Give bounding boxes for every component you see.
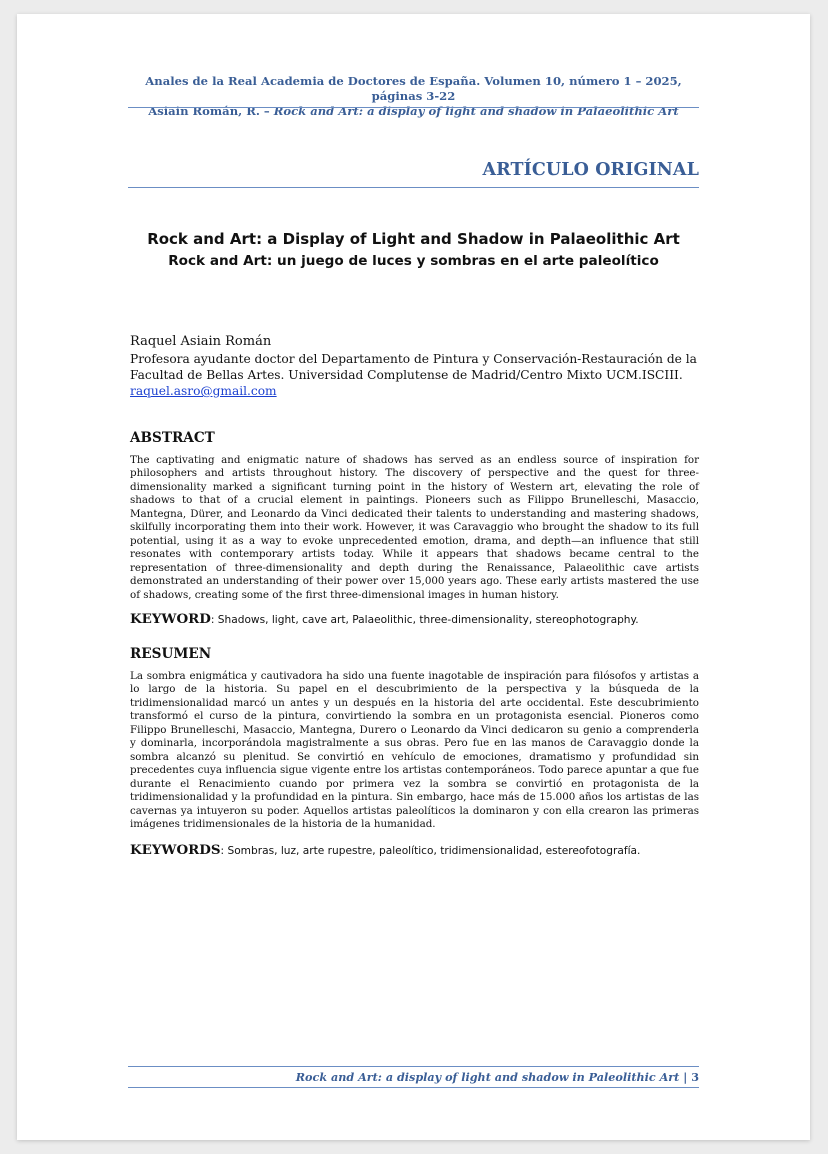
title-spanish: Rock and Art: un juego de luces y sombras en el arte paleolítico — [168, 253, 659, 269]
author-name: Raquel Asiain Román — [130, 334, 272, 349]
citation-title: Rock and Art: a display of light and shadow in Palaeolithic Art — [273, 104, 679, 118]
section-rule — [128, 187, 699, 188]
author-email-link[interactable]: raquel.asro@gmail.com — [130, 384, 277, 398]
document-page — [17, 14, 810, 1140]
header-rule — [128, 107, 699, 108]
author-affiliation: Profesora ayudante doctor del Departamento de Pintura y Conservación-Restauración de la Facultad de Bellas Artes. Universidad Complutense de Madrid/Centro Mixto UCM.ISCIII. — [130, 352, 697, 382]
keywords-english-list: : Shadows, light, cave art, Palaeolithic, three-dimensionality, stereophotography. — [210, 614, 639, 626]
citation-author: Asiain Román, R. – — [148, 104, 274, 118]
author-block — [130, 334, 700, 399]
article-type-label: ARTÍCULO ORIGINAL — [482, 160, 699, 180]
footer-separator: | — [679, 1070, 692, 1084]
journal-citation: Anales de la Real Academia de Doctores de España. Volumen 10, número 1 – 2025, páginas 3-22 — [145, 74, 682, 103]
footer-rule-bottom — [128, 1087, 699, 1088]
keywords-spanish-list: : Sombras, luz, arte rupestre, paleolítico, tridimensionalidad, estereofotografía. — [220, 845, 641, 857]
keywords-english-label: KEYWORD — [130, 611, 211, 627]
keywords-spanish — [130, 842, 699, 858]
abstract-heading: ABSTRACT — [130, 430, 215, 446]
title-english: Rock and Art: a Display of Light and Shadow in Palaeolithic Art — [147, 230, 680, 248]
abstract-text: The captivating and enigmatic nature of shadows has served as an endless source of inspiration for philosophers and artists throughout history. The discovery of perspective and the quest for three-dimensionality marked a significant turning point in the history of Western art, elevating the role of shadows to that of a crucial element in paintings. Pioneers such as Filippo Brunelleschi, Masaccio, Mantegna, Dürer, and Leonardo da Vinci dedicated their talents to understanding and mastering shadows, skilfully incorporating them into their work. However, it was Caravaggio who brought the shadow to its full potential, using it as a way to evoke unprecedented emotion, drama, and depth—an influence that still resonates with contemporary artists today. While it appears that shadows became central to the representation of three-dimensionality and depth during the Renaissance, Palaeolithic cave artists demonstrated an understanding of their power over 15,000 years ago. These early artists mastered the use of shadows, creating some of the first three-dimensional images in human history. — [130, 454, 699, 601]
running-header — [128, 74, 699, 119]
title-block — [128, 229, 699, 271]
resumen-text: La sombra enigmática y cautivadora ha sido una fuente inagotable de inspiración para filósofos y artistas a lo largo de la historia. Su papel en el descubrimiento de la perspectiva y la búsqueda de la tridimensionalidad marcó un antes y un después en la historia del arte occidental. Este descubrimiento transformó el curso de la pintura, convirtiendo la sombra en un protagonista esencial. Pioneros como Filippo Brunelleschi, Masaccio, Mantegna, Durero o Leonardo da Vinci dedicaron su genio a comprenderla y dominarla, incorporándola magistralmente a sus obras. Pero fue en las manos de Caravaggio donde la sombra alcanzó su plenitud. Se convirtió en vehículo de emociones, dramatismo y profundidad sin precedentes cuya influencia sigue vigente entre los artistas contemporáneos. Todo parece apuntar a que fue durante el Renacimiento cuando por primera vez la sombra se convirtió en protagonista de la tridimensionalidad y la profundidad en la pintura. Sin embargo, hace más de 15.000 años los artistas de las cavernas ya intuyeron su poder. Aquellos artistas paleolíticos la dominaron y con ella crearon las primeras imágenes tridimensionales de la historia de la humanidad. — [130, 670, 699, 830]
keywords-spanish-label: KEYWORDS — [130, 842, 221, 858]
keywords-english — [130, 611, 699, 627]
resumen-heading: RESUMEN — [130, 646, 212, 662]
footer-rule-top — [128, 1066, 699, 1067]
running-footer — [296, 1070, 699, 1084]
footer-title: Rock and Art: a display of light and shadow in Paleolithic Art — [295, 1070, 680, 1084]
page-number: 3 — [691, 1070, 699, 1084]
